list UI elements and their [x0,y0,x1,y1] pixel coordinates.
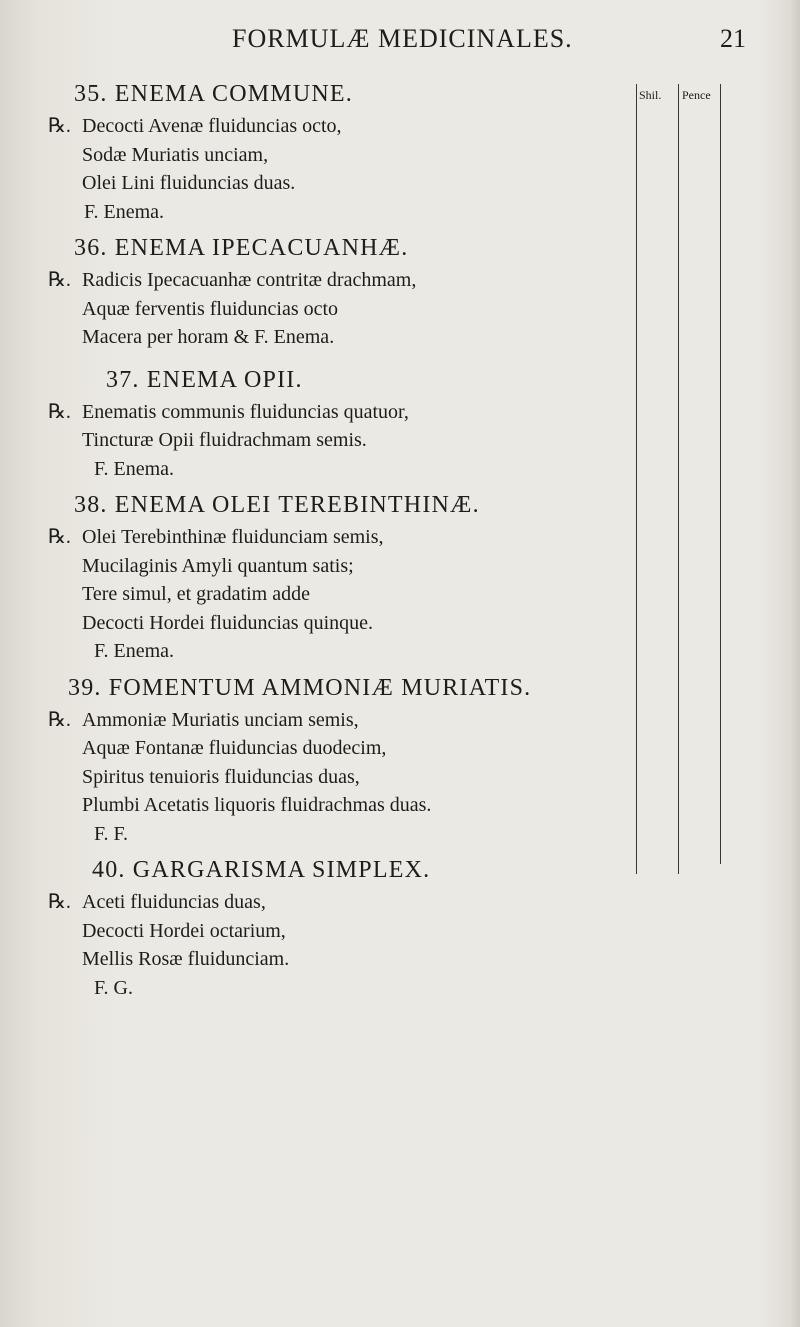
recipe-line [48,734,628,763]
recipe-line [48,198,628,227]
recipe-line [48,706,628,735]
ingredient-text: Aceti fluiduncias duas, [82,891,266,913]
recipe-35 [48,76,628,226]
recipe-line [48,552,628,581]
recipe-36 [48,230,628,352]
recipe-line [48,455,628,484]
ingredient-text: Tere simul, et gradatim adde [82,583,310,605]
ingredient-text: Ammoniæ Muriatis unciam semis, [82,708,359,731]
ingredient-text: Olei Terebinthinæ fluidunciam semis, [82,526,384,548]
recipe-line [48,763,628,792]
recipe-line [48,888,628,917]
recipe-title: 39. FOMENTUM AMMONIÆ MURIATIS. [68,674,532,701]
ingredient-text: Radicis Ipecacuanhæ contritæ drachmam, [82,269,417,291]
rx-symbol: ℞. [48,400,71,423]
recipe-list [48,76,628,1006]
recipe-39 [48,670,628,849]
page-number: 21 [720,24,746,53]
recipe-line [48,974,628,1003]
recipe-line [48,141,628,170]
ingredient-text: Decocti Hordei octarium, [82,919,286,942]
ingredient-text: Decocti Hordei fluiduncias quinque. [82,611,374,634]
ingredient-text: Sodæ Muriatis unciam, [82,143,269,166]
column-rule-right [720,84,721,864]
directions-text: F. Enema. [84,200,165,223]
recipe-line [48,580,628,609]
ingredient-text: Spiritus tenuioris fluiduncias duas, [82,765,360,788]
rx-symbol: ℞. [48,115,71,137]
rx-symbol: ℞. [48,526,71,548]
recipe-40 [48,852,628,1002]
recipe-line [48,266,628,295]
recipe-line [48,820,628,849]
ingredient-text: Tincturæ Opii fluidrachmam semis. [82,429,367,451]
ingredient-text: Aquæ Fontanæ fluiduncias duodecim, [82,737,387,759]
recipe-line [48,398,628,427]
running-title: FORMULÆ MEDICINALES. [232,24,573,53]
recipe-title: 40. GARGARISMA SIMPLEX. [92,857,431,883]
page-header [0,20,800,56]
ingredient-text: Enematis communis fluiduncias quatuor, [82,400,409,423]
column-rule-middle [678,84,679,874]
recipe-title: 38. ENEMA OLEI TEREBINTHINÆ. [74,492,480,518]
directions-text: F. Enema. [94,457,175,480]
recipe-title: 35. ENEMA COMMUNE. [74,81,353,107]
ingredient-text: Mellis Rosæ fluidunciam. [82,948,290,970]
recipe-line [48,609,628,638]
column-rule-left [636,84,637,874]
recipe-37 [48,362,628,484]
ingredient-text: Olei Lini fluiduncias duas. [82,172,296,194]
ingredient-text: Aquæ ferventis fluiduncias octo [82,297,339,320]
recipe-line [48,323,628,352]
recipe-line [48,791,628,820]
ingredient-text: Plumbi Acetatis liquoris fluidrachmas duas. [82,794,432,816]
recipe-line [48,917,628,946]
recipe-line [48,295,628,324]
rx-symbol: ℞. [48,891,71,913]
column-header-pence: Pence [682,88,711,102]
rx-symbol: ℞. [48,708,71,731]
directions-text: F. Enema. [94,640,175,662]
column-header-shillings: Shil. [639,88,662,102]
ingredient-text: Decocti Avenæ fluiduncias octo, [82,115,342,137]
rx-symbol: ℞. [48,269,71,291]
recipe-line [48,112,628,141]
recipe-line [48,426,628,455]
directions-text: F. F. [94,822,129,845]
directions-text: F. G. [94,976,133,999]
recipe-line [48,169,628,198]
ingredient-text: Mucilaginis Amyli quantum satis; [82,554,354,577]
recipe-title: 37. ENEMA OPII. [106,366,303,393]
recipe-line [48,637,628,666]
recipe-38 [48,487,628,666]
directions-text: Macera per horam & F. Enema. [82,326,335,348]
recipe-line [48,945,628,974]
recipe-title: 36. ENEMA IPECACUANHÆ. [74,235,409,261]
recipe-line [48,523,628,552]
